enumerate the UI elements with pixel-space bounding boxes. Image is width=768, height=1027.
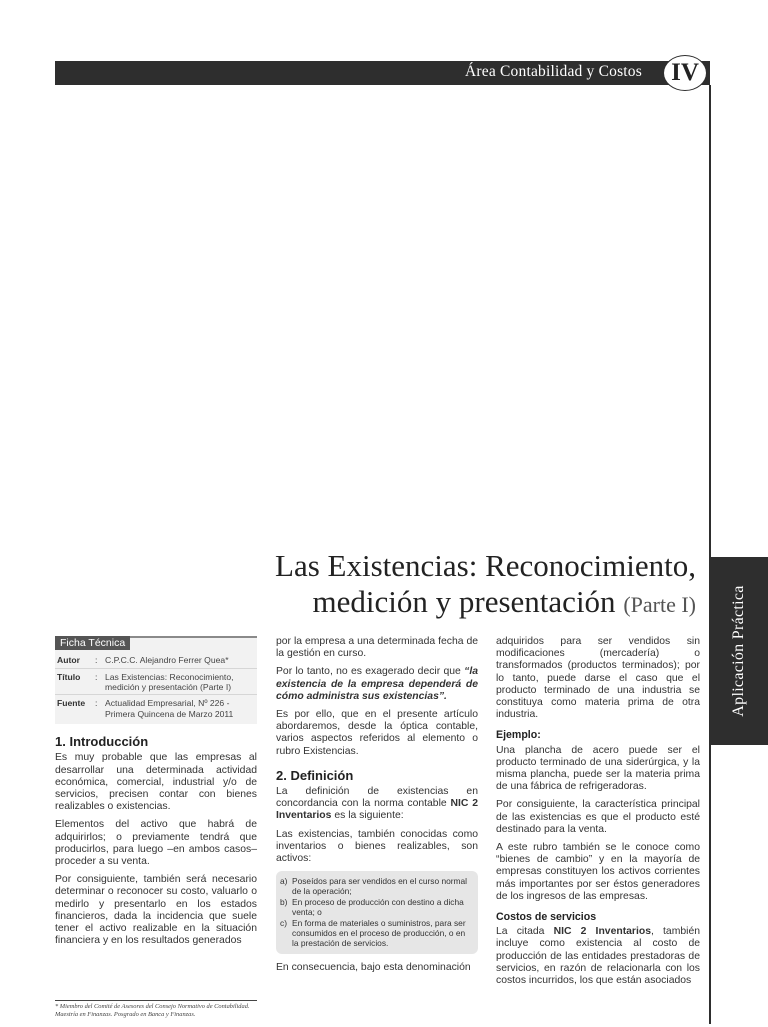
paragraph: Es por ello, que en el presente artículo abordaremos, desde la óptica contable, varios aspectos referidos al elemento o rubro Existencias.	[276, 709, 478, 757]
nic2-label: NIC 2 Inventarios	[276, 798, 478, 822]
side-tab-label: Aplicación Práctica	[730, 585, 747, 717]
column-3	[496, 636, 700, 993]
section-title: Área Contabilidad y Costos	[465, 63, 642, 80]
ficha-row-titulo	[55, 669, 257, 696]
ficha-value: C.P.C.C. Alejandro Ferrer Quea*	[105, 655, 229, 666]
ficha-key: Autor	[57, 655, 80, 666]
subheading-ejemplo: Ejemplo:	[496, 729, 541, 742]
list-marker: c)	[280, 918, 287, 929]
footnote: * Miembro del Comité de Asesores del Consejo Normativo de Contabilidad. Maestría en Finanzas. Posgrado en Banca y Finanzas.	[55, 1000, 257, 1027]
definition-tail: es la siguiente:	[334, 810, 404, 822]
chapter-badge: IV	[663, 55, 707, 91]
section-heading-introduccion: 1. Introducción	[55, 734, 149, 750]
paragraph: Elementos del activo que habrá de adquirirlos; o previamente tendrá que producirlos, para luego –en ambos casos– proceder a su venta.	[55, 819, 257, 868]
paragraph: Es muy probable que las empresas al desarrollar una determinada actividad económica, comercial, industrial y/o de servicios, precisen contar con bienes realizables o existencias.	[55, 752, 257, 813]
paragraph: por la empresa a una determinada fecha de la gestión en curso.	[276, 636, 478, 660]
ficha-value: Actualidad Empresarial, Nº 226 - Primera Quincena de Marzo 2011	[105, 698, 234, 719]
list-item	[280, 918, 472, 948]
ficha-key: Título	[57, 671, 81, 682]
section-heading-definicion: 2. Definición	[276, 767, 354, 783]
paragraph: adquiridos para ser vendidos sin modificaciones (mercadería) o transformados (productos terminados); por lo tanto, puede darse el caso que el producto terminado de una industria se constituya como materia prima de otra industria.	[496, 636, 700, 721]
list-item	[280, 897, 472, 917]
list-marker: b)	[280, 897, 288, 908]
paragraph: En consecuencia, bajo esta denominación	[276, 962, 471, 974]
article-title	[275, 548, 696, 623]
header-bar	[55, 61, 710, 85]
paragraph-costs	[496, 926, 700, 987]
article-title-part: (Parte I)	[623, 592, 696, 617]
quote-text: “la existencia de la empresa dependerá de cómo administra sus existencias”.	[276, 666, 478, 702]
subheading-costos-servicios: Costos de servicios	[496, 911, 597, 924]
article-title-line2: medición y presentación	[312, 584, 616, 619]
paragraph: Las existencias, también conocidas como inventarios o bienes realizables, son activos:	[276, 828, 478, 865]
ficha-colon: :	[95, 698, 98, 709]
paragraph: Por consiguiente, también será necesario determinar o reconocer su costo, valuarlo o medirlo y presentarlo en los estados financieros, dada la incidencia que suele tener el activo realizable en la situación financiera y en los resultados generados	[55, 874, 257, 947]
list-text: En forma de materiales o suministros, para ser consumidos en el proceso de producción, o en la prestación de servicios.	[292, 918, 466, 949]
costs-lead: La citada	[496, 926, 545, 938]
ficha-colon: :	[95, 655, 98, 666]
column-2	[276, 636, 478, 980]
ficha-value: Las Existencias: Reconocimiento, medición y presentación (Parte I)	[105, 671, 234, 693]
definition-list-box	[276, 871, 478, 954]
ficha-tecnica-heading: Ficha Técnica	[55, 636, 130, 650]
side-rule	[709, 85, 711, 1024]
side-tab	[710, 557, 768, 745]
paragraph: Por consiguiente, la característica principal de las existencias es que el producto esté destinado para la venta.	[496, 799, 700, 835]
costs-tail: , también incluye como existencia al costo de producción de las entidades prestadoras de servicios, en razón de relacionarla con los costos incurridos, los que están asociados	[496, 926, 700, 987]
list-marker: a)	[280, 876, 288, 887]
ficha-row-fuente	[55, 695, 257, 721]
list-text: En proceso de producción con destino a dicha venta; o	[292, 897, 464, 918]
list-text: Poseídos para ser vendidos en el curso normal de la operación;	[292, 876, 468, 897]
paragraph-quote	[276, 666, 478, 703]
definition-lead: La definición de existencias en concordancia con la norma contable	[276, 786, 478, 810]
paragraph: Una plancha de acero puede ser el producto terminado de una siderúrgica, y la misma plancha, puede ser la materia prima de una fábrica de refrigeradoras.	[496, 744, 700, 793]
ficha-row-autor	[55, 652, 257, 668]
ficha-colon: :	[95, 671, 98, 682]
quote-lead: Por lo tanto, no es exagerado decir que	[276, 666, 461, 678]
paragraph: A este rubro también se le conoce como “bienes de cambio” y en la mayoría de empresas constituyen los activos corrientes más importantes por ser éstos generadores de los ingresos de las empresas.	[496, 842, 700, 902]
ficha-key: Fuente	[57, 698, 86, 709]
article-title-line2-wrap	[275, 584, 696, 623]
ficha-tecnica-box	[55, 636, 257, 724]
list-item	[280, 876, 472, 896]
paragraph-definition	[276, 786, 478, 823]
column-1	[55, 636, 257, 953]
nic2-label: NIC 2 Inventarios	[553, 926, 651, 938]
article-title-line1: Las Existencias: Reconocimiento,	[275, 548, 696, 583]
